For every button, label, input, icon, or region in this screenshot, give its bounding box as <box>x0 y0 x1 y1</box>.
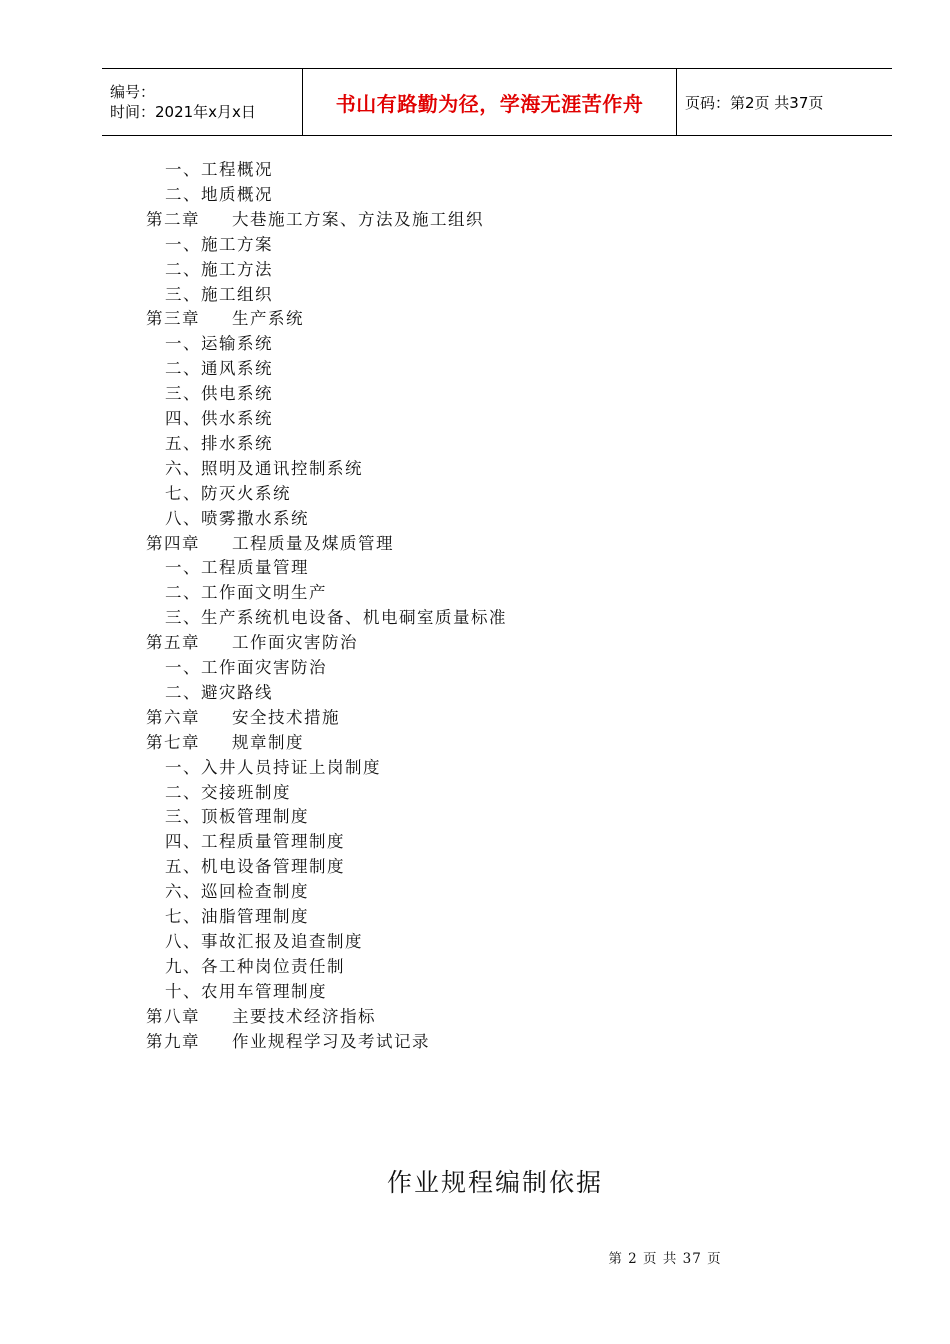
toc-chapter-number: 第五章 <box>146 633 200 653</box>
section-title: 作业规程编制依据 <box>386 1168 603 1197</box>
toc-entry-text: 工程质量及煤质管理 <box>232 533 394 553</box>
toc-chapter <box>146 707 340 729</box>
toc-chapter-number: 第二章 <box>146 209 200 229</box>
toc-section <box>165 806 309 828</box>
toc-entry-text: 三、供电系统 <box>165 384 273 404</box>
toc-chapter-number: 第六章 <box>146 707 200 727</box>
toc-entry-text: 一、工程质量管理 <box>165 558 309 578</box>
toc-entry-text: 四、供水系统 <box>165 409 273 428</box>
toc-entry-text: 四、工程质量管理制度 <box>165 832 345 852</box>
toc-chapter <box>146 533 394 555</box>
toc-section <box>165 458 363 480</box>
toc-section <box>165 383 273 405</box>
toc-entry-text: 一、入井人员持证上岗制度 <box>165 757 381 777</box>
toc-section <box>165 906 309 928</box>
toc-entry-text: 二、施工方法 <box>165 259 273 279</box>
toc-entry-text: 六、照明及通讯控制系统 <box>165 458 363 478</box>
document-date: 时间：2021年x月x日 <box>110 103 256 121</box>
toc-entry-text: 三、施工组织 <box>165 284 273 304</box>
toc-section <box>165 284 273 306</box>
toc-entry-text: 八、喷雾撒水系统 <box>165 508 309 528</box>
toc-section <box>165 657 327 679</box>
toc-section <box>165 483 291 505</box>
page-header <box>102 68 892 136</box>
toc-entry-text: 六、巡回检查制度 <box>165 882 309 902</box>
toc-entry-text: 二、工作面文明生产 <box>165 583 327 603</box>
toc-section <box>165 557 309 579</box>
toc-entry-text: 二、交接班制度 <box>165 782 291 802</box>
header-meta <box>102 69 303 135</box>
toc-entry-text: 安全技术措施 <box>232 707 340 727</box>
toc-entry-text: 工作面灾害防治 <box>232 633 358 653</box>
document-number-label: 编号： <box>110 83 156 101</box>
toc-section <box>165 757 381 779</box>
page-footer: 第 2 页 共 37 页 <box>608 1251 722 1267</box>
toc-chapter <box>146 632 358 654</box>
toc-section <box>165 682 273 704</box>
toc-section <box>165 259 273 281</box>
toc-section <box>165 831 345 853</box>
toc-chapter <box>146 1006 376 1028</box>
toc-chapter-number: 第三章 <box>146 309 200 329</box>
toc-entry-text: 二、避灾路线 <box>165 682 273 702</box>
toc-chapter-number: 第四章 <box>146 533 200 553</box>
toc-chapter <box>146 1031 430 1053</box>
toc-entry-text: 十、农用车管理制度 <box>165 981 327 1001</box>
toc-section <box>165 931 363 953</box>
toc-entry-text: 生产系统 <box>232 309 304 329</box>
toc-entry-text: 七、防灭火系统 <box>165 483 291 503</box>
toc-entry-text: 七、油脂管理制度 <box>165 907 309 926</box>
toc-entry-text: 五、排水系统 <box>165 433 273 453</box>
toc-section <box>165 234 273 256</box>
toc-section <box>165 333 273 355</box>
toc-section <box>165 782 291 804</box>
toc-section <box>165 184 273 206</box>
toc-entry-text: 二、通风系统 <box>165 359 273 379</box>
toc-entry-text: 规章制度 <box>232 732 304 752</box>
toc-chapter-number: 第九章 <box>146 1031 200 1051</box>
toc-entry-text: 三、顶板管理制度 <box>165 807 309 827</box>
toc-entry-text: 三、生产系统机电设备、机电硐室质量标准 <box>165 608 507 628</box>
toc-entry-text: 一、工作面灾害防治 <box>165 658 327 677</box>
toc-section <box>165 856 345 878</box>
toc-entry-text: 主要技术经济指标 <box>232 1006 376 1026</box>
toc-chapter-number: 第八章 <box>146 1006 200 1026</box>
toc-section <box>165 607 507 629</box>
toc-chapter-number: 第七章 <box>146 732 200 752</box>
toc-entry-text: 一、运输系统 <box>165 334 273 354</box>
toc-section <box>165 582 327 604</box>
toc-chapter <box>146 732 304 754</box>
toc-section <box>165 408 273 430</box>
toc-section <box>165 358 273 380</box>
toc-entry-text: 大巷施工方案、方法及施工组织 <box>232 209 484 229</box>
toc-section <box>165 433 273 455</box>
toc-section <box>165 881 309 903</box>
toc-entry-text: 八、事故汇报及追查制度 <box>165 931 363 951</box>
toc-entry-text: 五、机电设备管理制度 <box>165 857 345 877</box>
toc-section <box>165 956 345 978</box>
toc-entry-text: 二、地质概况 <box>165 184 273 204</box>
header-page-info: 页码：第2页 共37页 <box>685 93 824 112</box>
toc-entry-text: 一、工程概况 <box>165 160 273 179</box>
toc-chapter <box>146 209 484 231</box>
toc-section <box>165 508 309 530</box>
toc-section <box>165 981 327 1003</box>
toc-chapter <box>146 308 304 330</box>
toc-entry-text: 一、施工方案 <box>165 234 273 254</box>
toc-section <box>165 159 273 181</box>
header-motto: 书山有路勤为径，学海无涯苦作舟 <box>303 69 677 135</box>
toc-entry-text: 作业规程学习及考试记录 <box>232 1031 430 1051</box>
toc-entry-text: 九、各工种岗位责任制 <box>165 956 345 976</box>
